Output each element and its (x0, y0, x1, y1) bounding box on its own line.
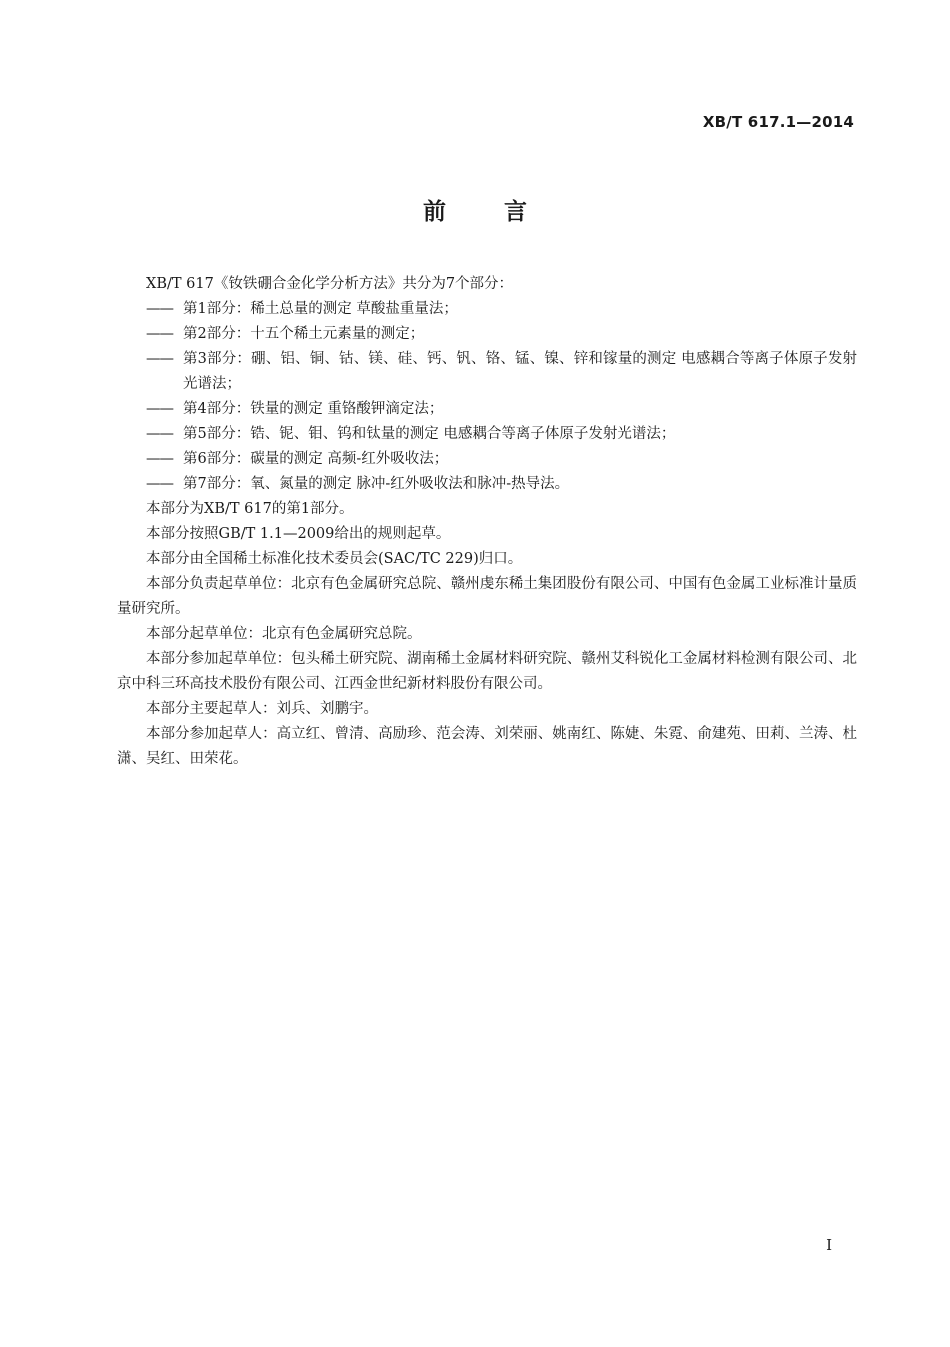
list-item-text: 第1部分：稀土总量的测定 草酸盐重量法； (183, 301, 458, 317)
main-drafters-paragraph: 本部分主要起草人：刘兵、刘鹏宇。 (146, 701, 378, 717)
part-of-paragraph: 本部分为XB/T 617的第1部分。 (146, 501, 354, 517)
intro-paragraph: XB/T 617《钕铁硼合金化学分析方法》共分为7个部分： (146, 276, 514, 292)
list-dash: —— (146, 476, 173, 492)
list-item (117, 297, 857, 322)
list-item-text: 第5部分：锆、铌、钼、钨和钛量的测定 电感耦合等离子体原子发射光谱法； (183, 426, 676, 442)
list-dash: —— (146, 426, 173, 442)
page-number: I (826, 1236, 832, 1254)
participating-drafters-paragraph: 本部分参加起草人：高立红、曾清、高励珍、范会涛、刘荣丽、姚南红、陈婕、朱霓、俞建苑、田莉、兰涛、杜潇、吴红、田荣花。 (117, 726, 857, 767)
list-item (117, 397, 857, 422)
drafting-rules-paragraph: 本部分按照GB/T 1.1—2009给出的规则起草。 (146, 526, 451, 542)
participating-units-paragraph: 本部分参加起草单位：包头稀土研究院、湖南稀土金属材料研究院、赣州艾科锐化工金属材料检测有限公司、北京中科三环高技术股份有限公司、江西金世纪新材料股份有限公司。 (117, 651, 857, 692)
page-title: 前言 (423, 199, 585, 225)
document-code: XB/T 617.1—2014 (702, 113, 854, 131)
committee-paragraph: 本部分由全国稀土标准化技术委员会(SAC/TC 229)归口。 (146, 551, 523, 567)
list-item-text: 第6部分：碳量的测定 高频-红外吸收法； (183, 451, 449, 467)
list-item (117, 347, 857, 397)
list-item-text: 第7部分：氧、氮量的测定 脉冲-红外吸收法和脉冲-热导法。 (183, 476, 570, 492)
list-dash: —— (146, 351, 173, 367)
list-item (117, 322, 857, 347)
list-dash: —— (146, 301, 173, 317)
list-item (117, 447, 857, 472)
responsible-units-paragraph: 本部分负责起草单位：北京有色金属研究总院、赣州虔东稀土集团股份有限公司、中国有色金属工业标准计量质量研究所。 (117, 576, 857, 617)
list-item-text: 第3部分：硼、铝、铜、钴、镁、硅、钙、钒、铬、锰、镍、锌和镓量的测定 电感耦合等离子体原子发射光谱法； (183, 351, 857, 392)
list-item-text: 第4部分：铁量的测定 重铬酸钾滴定法； (183, 401, 444, 417)
foreword-body (117, 272, 857, 772)
list-item-text: 第2部分：十五个稀土元素量的测定； (183, 326, 425, 342)
list-item (117, 422, 857, 447)
list-item (117, 472, 857, 497)
list-dash: —— (146, 326, 173, 342)
list-dash: —— (146, 451, 173, 467)
list-dash: —— (146, 401, 173, 417)
drafting-unit-paragraph: 本部分起草单位：北京有色金属研究总院。 (146, 626, 422, 642)
